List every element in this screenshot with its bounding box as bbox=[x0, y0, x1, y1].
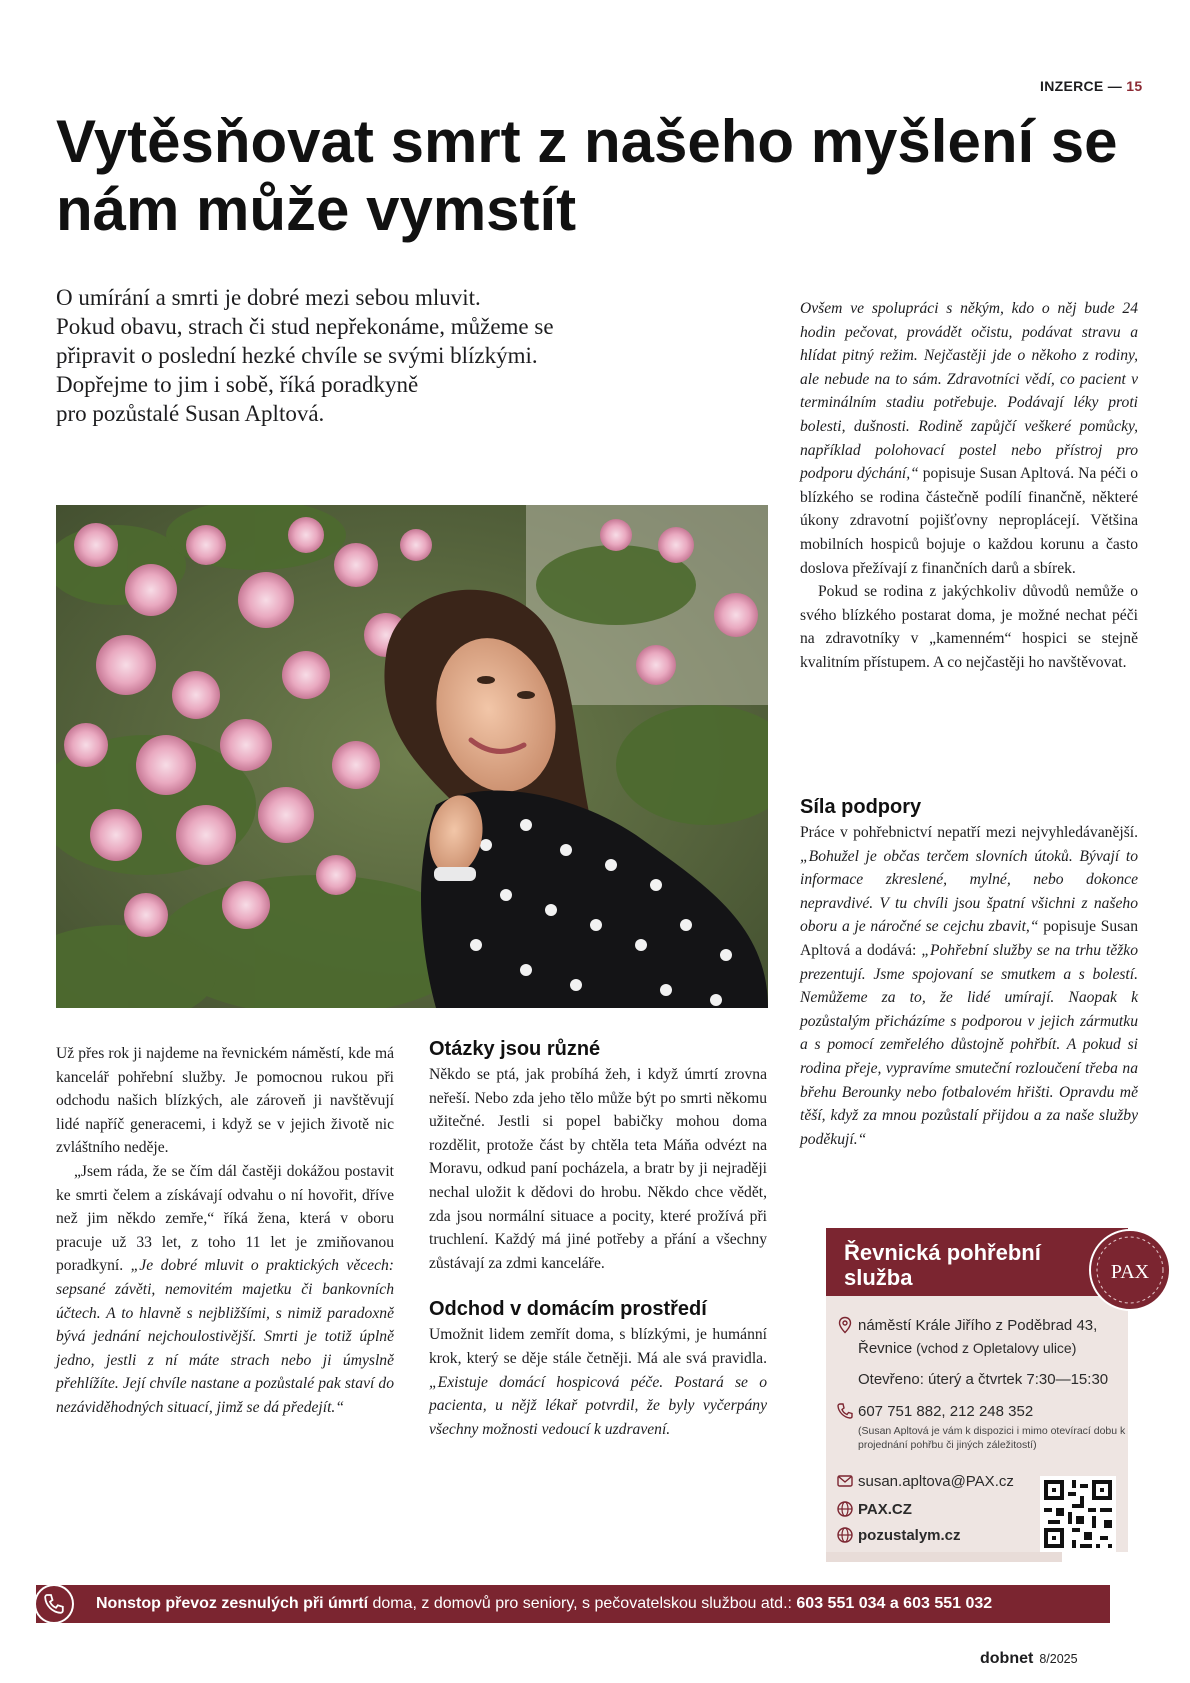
article-paragraph: Někdo se ptá, jak probíhá žeh, i když úmrtí zrovna neřeší. Nebo zda jeho tělo může být po smrti někomu užitečné. Jestli si popel babičky mohou doma rozdělit, protože část by chtěla teta Máňa odvézt na Moravu, odkud paní pocházela, a bratr by ji nejraději nechal uložit k dědovi do hrobu. Někdo chce vědět, zda jsou normální situace a pocity, které prožívá při truchlení. Každý má jiné potřeby a přání a všechny zůstávají za zdmi kanceláře. bbox=[429, 1066, 767, 1272]
portrait-photo bbox=[56, 505, 768, 1008]
quote-italic: „Je dobré mluvit o praktických věcech: sepsané závěti, nemovitém majetku či bankovních účtech. A to hlavně s nejbližšími, s nimiž paradoxně bývá jednání nejchoulostivější. Smrti je totiž úplně jedno, jestli z ní máte strach nebo ji úmyslně přehlížíte. Její chvíle nastane a pozůstalé pak staví do nezáviděhodných situací, jimž se dá předejít.“ bbox=[56, 1257, 394, 1416]
ad-title: Řevnická pohřební služba bbox=[844, 1240, 1041, 1290]
qr-code-graphic bbox=[1040, 1476, 1116, 1552]
ad-address-line2 bbox=[858, 1338, 1076, 1359]
folio-section: INZERCE — bbox=[1040, 78, 1123, 94]
lead-line: připravit o poslední hezké chvíle se svými blízkými. bbox=[56, 343, 538, 368]
banner-phone-numbers[interactable]: 603 551 034 a 603 551 032 bbox=[796, 1595, 993, 1612]
page-footer bbox=[980, 1650, 1078, 1668]
phone-circle-icon bbox=[34, 1584, 74, 1624]
article-paragraph: Už přes rok ji najdeme na řevnickém náměstí, kde má kancelář pohřební služby. Je pomocnou rukou při odchodu našich blízkých, ale zároveň ji navštěvují lidé napříč generacemi, i když se v jejich životě nic zvláštního neděje. bbox=[56, 1045, 394, 1157]
banner-bold-text: Nonstop převoz zesnulých při úmrtí bbox=[96, 1595, 369, 1612]
envelope-icon bbox=[836, 1472, 854, 1495]
globe-icon bbox=[836, 1500, 854, 1523]
location-pin-icon bbox=[836, 1316, 858, 1339]
article-column-3-top bbox=[800, 297, 1138, 675]
advertisement-header bbox=[826, 1228, 1128, 1296]
footer-brand: dobnet bbox=[980, 1650, 1034, 1667]
lead-paragraph bbox=[56, 283, 696, 428]
paragraph-text: popisuje Susan Apltová. Na péči o blízkého se rodina částečně podílí finančně, některé úkony zdravotní pojišťovny neproplácejí. Většina mobilních hospiců bojuje o každou korunu a často doslova přežívají z finančních darů a sbírek. bbox=[800, 465, 1139, 577]
ad-address-town: Řevnice bbox=[858, 1340, 913, 1357]
ad-address-line1: náměstí Krále Jiřího z Poděbrad 43, bbox=[858, 1317, 1098, 1334]
lead-line: pro pozůstalé Susan Apltová. bbox=[56, 401, 325, 426]
nonstop-banner-text bbox=[96, 1593, 992, 1615]
lead-line: Pokud obavu, strach či stud nepřekonáme, můžeme se bbox=[56, 314, 554, 339]
portrait-illustration bbox=[56, 505, 768, 1008]
lead-line: Dopřejme to jim i sobě, říká poradkyně bbox=[56, 372, 419, 397]
qr-code[interactable] bbox=[1040, 1476, 1116, 1552]
phone-glyph bbox=[36, 1586, 72, 1622]
globe-icon bbox=[836, 1526, 854, 1549]
article-paragraph bbox=[800, 821, 1138, 1151]
paragraph-text: Práce v pohřebnictví nepatří mezi nejvyhledávanější. bbox=[800, 824, 1138, 841]
quote-italic: „Bohužel je občas terčem slovních útoků. Bývají to informace zkreslené, mylné, nebo dokonce nepravdivé. V tu chvíli jsou špatní všichni z našeho oboru a je náročné se cejchu zbavit,“ bbox=[800, 847, 1138, 936]
ad-email-link[interactable]: susan.apltova@PAX.cz bbox=[858, 1473, 1014, 1490]
article-column-2 bbox=[429, 1037, 767, 1441]
article-paragraph: Pokud se rodina z jakýchkoliv důvodů nemůže o svého blízkého postarat doma, je možné nechat péči na zdravotníky v „kamenném“ hospici se stejně kvalitním přístupem. A co nejčastěji ho navštěvovat. bbox=[800, 583, 1138, 671]
pax-logo bbox=[1088, 1228, 1172, 1312]
section-heading: Síla podpory bbox=[800, 796, 922, 818]
article-paragraph bbox=[429, 1323, 767, 1441]
banner-text: doma, z domovů pro seniory, s pečovatelskou službou atd.: bbox=[368, 1595, 797, 1612]
ad-website-link[interactable]: pozustalym.cz bbox=[858, 1527, 961, 1544]
phone-icon bbox=[836, 1402, 854, 1425]
article-column-3-bottom bbox=[800, 795, 1138, 1151]
pax-logo-text: PAX bbox=[1110, 1261, 1150, 1283]
article-paragraph bbox=[800, 297, 1138, 580]
paragraph-text: Umožnit lidem zemřít doma, s blízkými, je humánní krok, který se děje stále četněji. Má ale svá pravidla. bbox=[429, 1326, 767, 1367]
quote-italic: Ovšem ve spolupráci s někým, kdo o něj bude 24 hodin pečovat, provádět očistu, podávat stravu a hlídat pitný režim. Nejčastěji jde o někoho z rodiny, ale nebude na to sám. Zdravotníci vědí, co pacient v terminálním stadiu potřebuje. Podávají léky proti bolesti, dušnosti. Rodině zapůjčí veškeré pomůcky, například polohovací postel nebo přístroj pro podporu dýchání,“ bbox=[800, 300, 1138, 483]
ad-phone-numbers[interactable]: 607 751 882, 212 248 352 bbox=[858, 1403, 1034, 1420]
lead-line: O umírání a smrti je dobré mezi sebou mluvit. bbox=[56, 285, 481, 310]
headline: Vytěsňovat smrt z našeho myšlení se nám může vymstít bbox=[56, 108, 1118, 243]
pax-logo-graphic bbox=[1088, 1228, 1172, 1312]
page-folio bbox=[1040, 78, 1142, 94]
ad-phone-note: (Susan Apltová je vám k dispozici i mimo otevírací dobu k projednání pohřbu či jiných záležitostí) bbox=[858, 1425, 1126, 1451]
section-heading: Odchod v domácím prostředí bbox=[429, 1298, 707, 1321]
ad-bottom-bar bbox=[826, 1552, 1062, 1562]
folio-page-number: 15 bbox=[1126, 78, 1143, 94]
ad-opening-hours: Otevřeno: úterý a čtvrtek 7:30—15:30 bbox=[858, 1371, 1109, 1388]
quote-italic: „Pohřební služby se na trhu těžko prezentují. Jsme spojovaní se smutkem a s bolestí. Nemůžeme za to, že lidé umírají. Naopak k pozůstalým přicházíme s podporou v jejich zármutku a s pomocí zemřelého důstojně pohřbít. A pokud si rodina přeje, vypravíme smuteční rozloučení třeba na břehu Berounky nebo fotbalovém hřišti. Opravdu mě těší, když za mnou pozůstalí přijdou a za naše služby poděkují.“ bbox=[800, 941, 1138, 1148]
article-paragraph bbox=[56, 1160, 394, 1420]
paragraph-text: popisuje Susan Apltová a dodává: bbox=[800, 918, 1138, 959]
quote-intro: „Jsem ráda, že se čím dál častěji dokážou postavit ke smrti čelem a získávají odvahu o ní hovořit, dříve než jim někdo zemře,“ říká žena, která v oboru pracuje už 33 let, z toho 11 let je zmiňovanou poradkyní. bbox=[56, 1162, 394, 1275]
article-column-1 bbox=[56, 1042, 394, 1420]
ad-website-link[interactable]: PAX.CZ bbox=[858, 1501, 912, 1518]
quote-italic: „Existuje domácí hospicová péče. Postará se o pacienta, u nějž lékař potvrdil, že byly vyčerpány všechny možnosti vedoucí k uzdravení. bbox=[429, 1373, 767, 1438]
footer-issue: 8/2025 bbox=[1039, 1652, 1078, 1666]
section-heading: Otázky jsou různé bbox=[429, 1038, 601, 1060]
ad-address-note: (vchod z Opletalovy ulice) bbox=[912, 1340, 1077, 1356]
